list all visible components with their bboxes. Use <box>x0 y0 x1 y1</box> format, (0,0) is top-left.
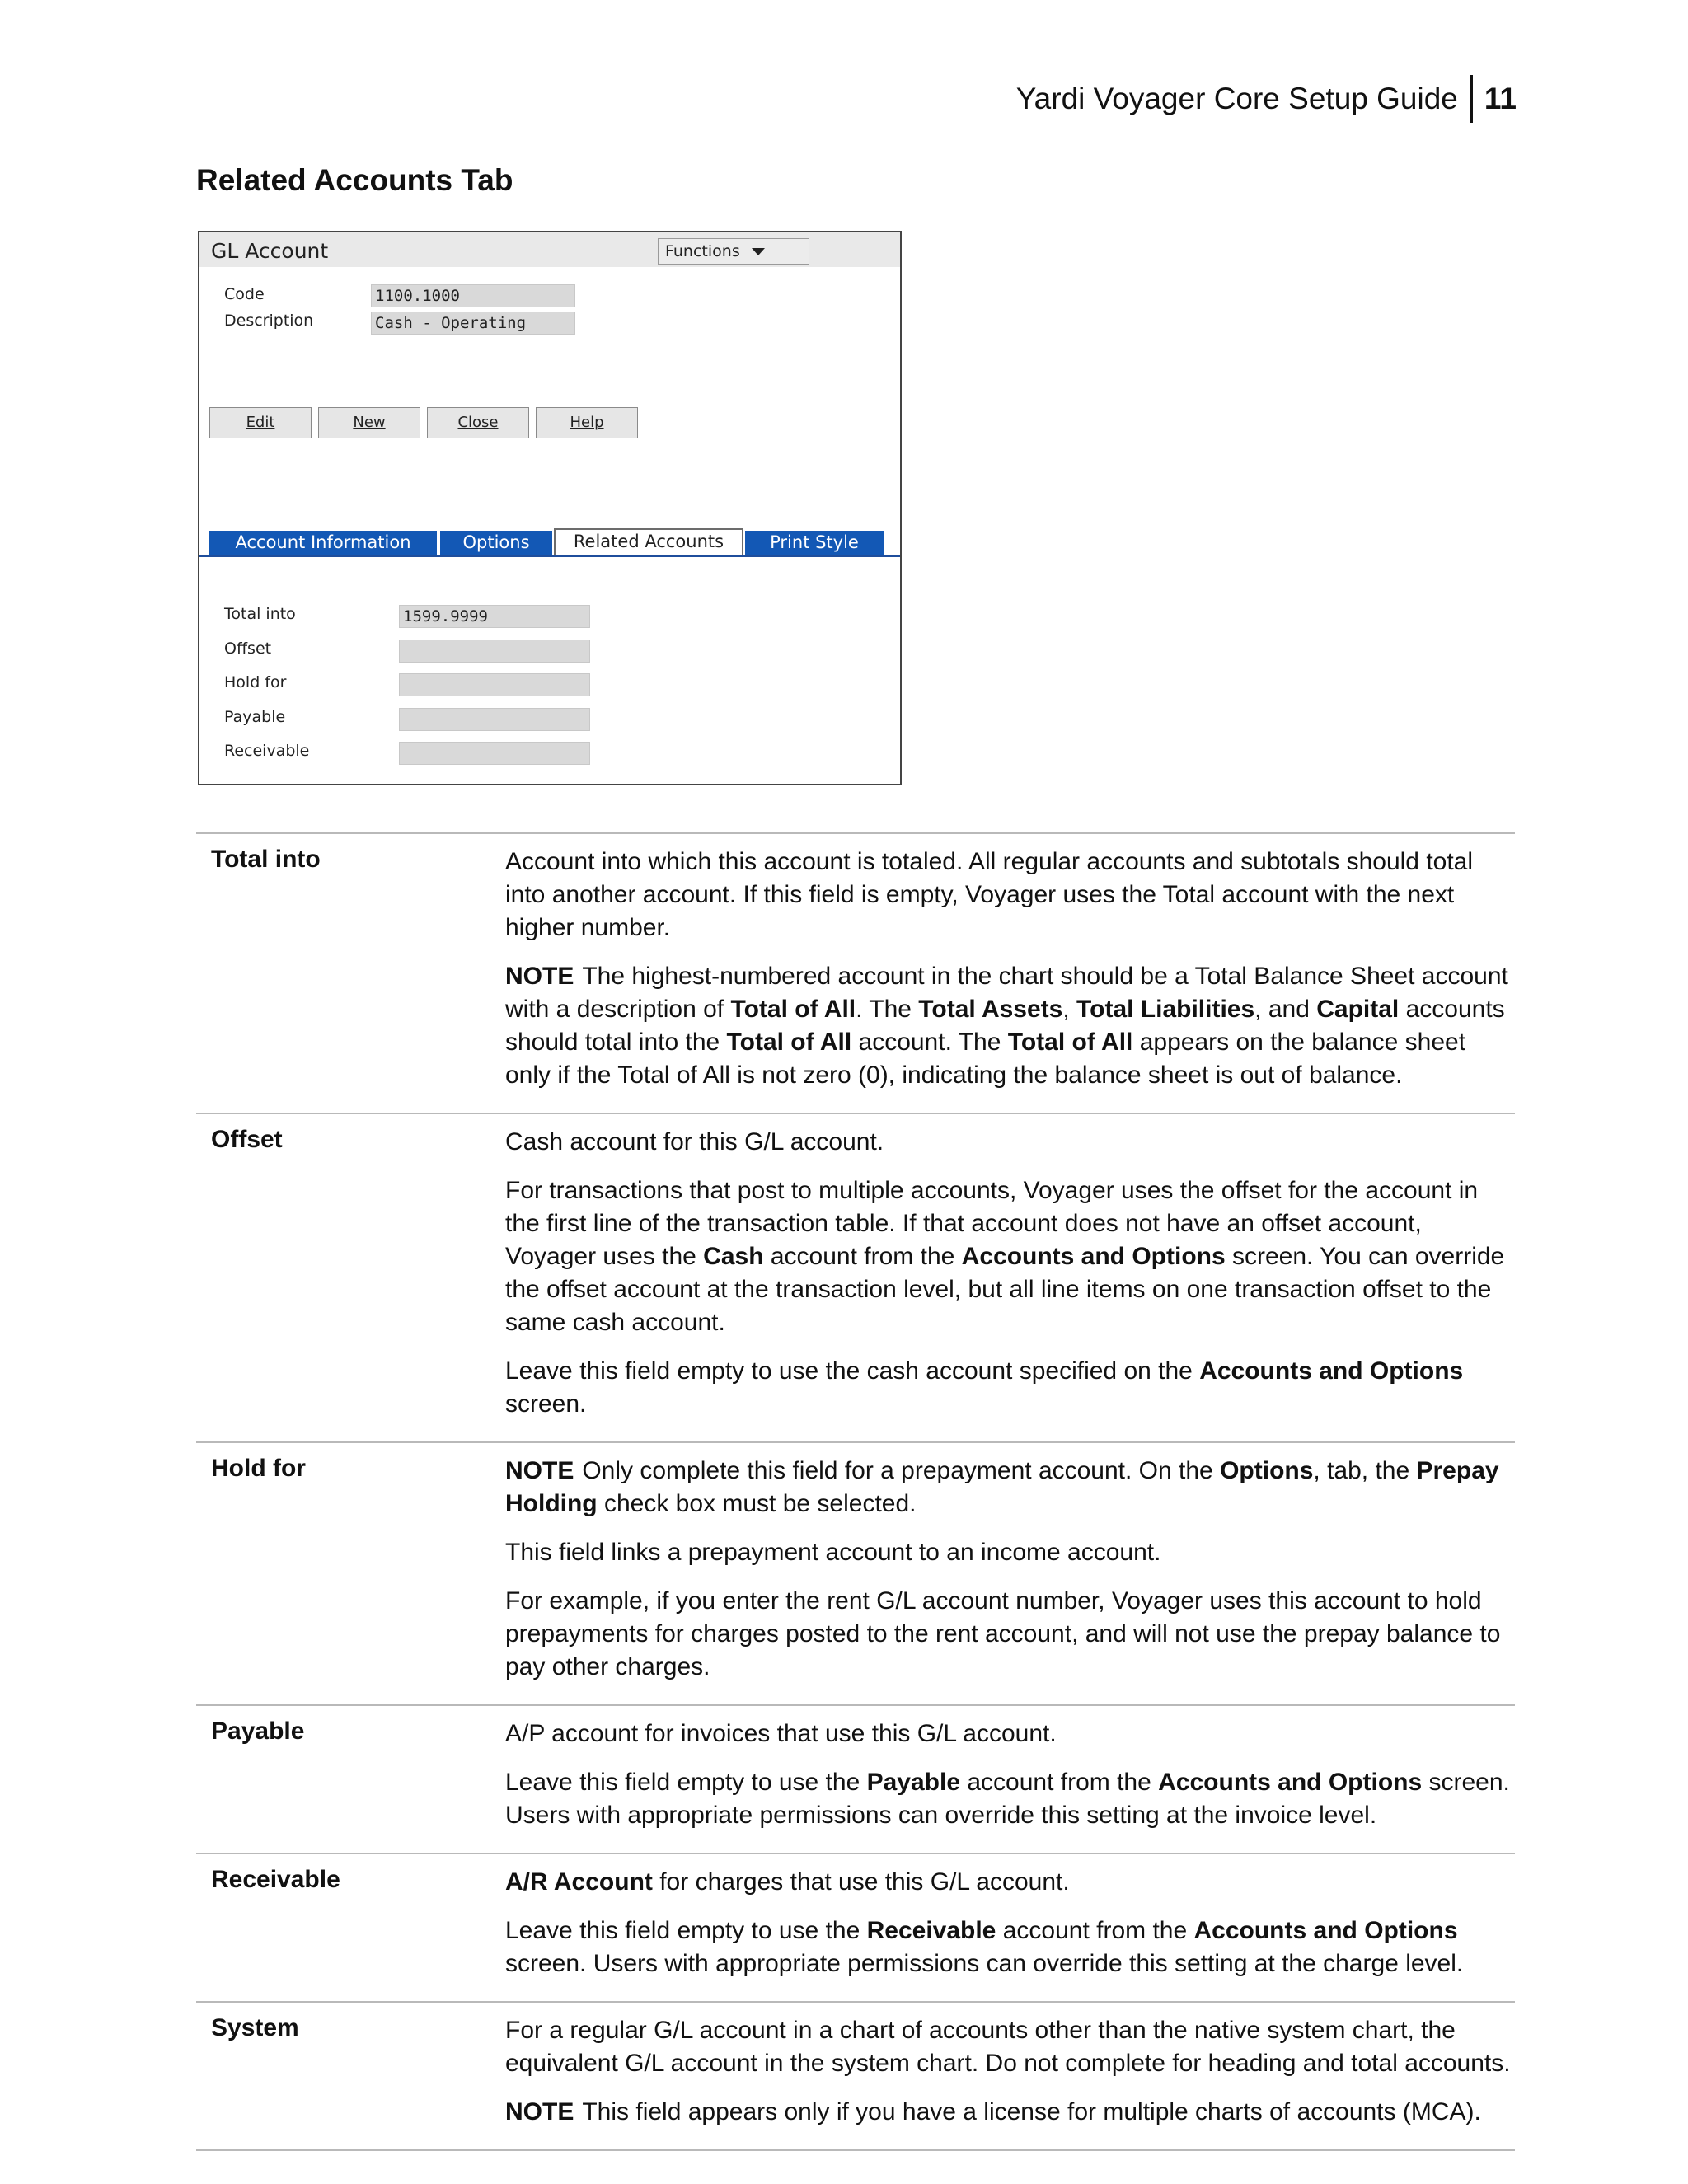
field-definitions-table <box>196 832 1515 2151</box>
field-term: Payable <box>211 1718 305 1745</box>
offset-label: Offset <box>224 640 272 658</box>
bold-term: Accounts and Options <box>1193 1917 1458 1944</box>
description-paragraph <box>505 1174 1515 1339</box>
description-paragraph <box>505 1866 1515 1899</box>
field-term: Offset <box>211 1126 283 1153</box>
text-run: For a regular G/L account in a chart of accounts other than the native system chart, the equivalent G/L account in the system chart. Do not complete for heading and total accounts. <box>505 2017 1511 2077</box>
description-paragraph <box>505 2096 1515 2129</box>
bold-term: Options <box>1220 1457 1314 1484</box>
field-description <box>505 2014 1515 2144</box>
text-run: , tab, the <box>1313 1457 1417 1484</box>
description-paragraph <box>505 1355 1515 1421</box>
description-field[interactable]: Cash - Operating <box>371 312 575 335</box>
note-label: NOTE <box>505 2098 574 2125</box>
field-term: Receivable <box>211 1866 340 1893</box>
text-run: . The <box>856 996 919 1023</box>
bold-term: Total of All <box>730 996 856 1023</box>
text-run: Only complete this field for a prepayment account. On the <box>582 1457 1221 1484</box>
table-row <box>196 832 1515 1113</box>
text-run: account. The <box>851 1029 1008 1056</box>
description-paragraph <box>505 960 1515 1092</box>
table-row <box>196 1704 1515 1853</box>
window-title-bar <box>199 232 900 267</box>
text-run: This field appears only if you have a license for multiple charts of accounts (MCA). <box>582 2098 1481 2125</box>
text-run: For example, if you enter the rent G/L account number, Voyager uses this account to hold prepayments for charges posted to the rent account, and will not use the prepay balance to pay other charges. <box>505 1587 1501 1680</box>
bold-term: Capital <box>1316 996 1400 1023</box>
text-run: check box must be selected. <box>597 1490 917 1517</box>
text-run: Leave this field empty to use the <box>505 1769 867 1796</box>
text-run: Account into which this account is totaled. All regular accounts and subtotals should total into another account. If this field is empty, Voyager uses the Total account with the next higher number. <box>505 848 1474 941</box>
payable-field[interactable] <box>399 708 590 731</box>
close-button[interactable]: Close <box>427 407 529 438</box>
functions-dropdown[interactable] <box>658 238 809 265</box>
total-into-label: Total into <box>224 605 296 623</box>
table-row <box>196 1853 1515 2001</box>
bold-term: Accounts and Options <box>1199 1357 1464 1385</box>
text-run: , <box>1062 996 1077 1023</box>
field-description <box>505 1718 1515 1848</box>
bold-term: Accounts and Options <box>1158 1769 1423 1796</box>
text-run: This field links a prepayment account to an income account. <box>505 1539 1161 1566</box>
description-paragraph <box>505 846 1515 944</box>
functions-label: Functions <box>665 242 740 260</box>
field-term: Hold for <box>211 1455 306 1482</box>
text-run: Cash account for this G/L account. <box>505 1128 884 1155</box>
receivable-field[interactable] <box>399 742 590 765</box>
page-number: 11 <box>1484 82 1517 115</box>
hold-for-field[interactable] <box>399 673 590 696</box>
text-run: account from the <box>763 1243 962 1270</box>
bold-term: Total of All <box>1007 1029 1133 1056</box>
field-description <box>505 846 1515 1108</box>
description-paragraph <box>505 1718 1515 1750</box>
note-label: NOTE <box>505 1457 574 1484</box>
text-run: screen. Users with appropriate permissions can override this setting at the invoice level. <box>505 1769 1510 1829</box>
field-description <box>505 1866 1515 1996</box>
code-label: Code <box>224 285 265 303</box>
payable-label: Payable <box>224 708 286 726</box>
text-run: screen. <box>505 1390 587 1418</box>
bold-term: Total Liabilities <box>1076 996 1255 1023</box>
receivable-label: Receivable <box>224 742 310 760</box>
text-run: account from the <box>960 1769 1159 1796</box>
bold-term: Total of All <box>726 1029 852 1056</box>
table-row <box>196 2001 1515 2151</box>
text-run: Leave this field empty to use the <box>505 1917 867 1944</box>
text-run: Leave this field empty to use the cash account specified on the <box>505 1357 1200 1385</box>
hold-for-label: Hold for <box>224 673 287 691</box>
field-description <box>505 1455 1515 1699</box>
text-run: accounts should total into the <box>505 996 1505 1056</box>
window-title: GL Account <box>211 239 329 263</box>
description-paragraph <box>505 1915 1515 1980</box>
text-run: screen. Users with appropriate permissions can override this setting at the charge level. <box>505 1950 1464 1977</box>
tab-print-style[interactable]: Print Style <box>745 531 884 555</box>
section-title: Related Accounts Tab <box>196 163 513 197</box>
description-paragraph <box>505 1585 1515 1684</box>
text-run: for charges that use this G/L account. <box>652 1868 1070 1896</box>
field-description <box>505 1126 1515 1436</box>
bold-term: Total Assets <box>918 996 1063 1023</box>
text-run: , and <box>1254 996 1317 1023</box>
bold-term: Accounts and Options <box>961 1243 1226 1270</box>
description-paragraph <box>505 1766 1515 1832</box>
text-run: screen. You can override the offset account at the transaction level, but all line items on one transaction offset to the same cash account. <box>505 1243 1505 1336</box>
table-row <box>196 1441 1515 1704</box>
tab-related-accounts[interactable]: Related Accounts <box>554 528 743 555</box>
edit-button[interactable]: Edit <box>209 407 312 438</box>
code-field[interactable]: 1100.1000 <box>371 284 575 307</box>
gl-account-screenshot <box>198 231 902 785</box>
new-button[interactable]: New <box>318 407 420 438</box>
text-run: A/P account for invoices that use this G/L account. <box>505 1720 1057 1747</box>
tab-account-information[interactable]: Account Information <box>209 531 437 555</box>
text-run: appears on the balance sheet only if the Total of All is not zero (0), indicating the balance sheet is out of balance. <box>505 1029 1466 1089</box>
description-paragraph <box>505 1126 1515 1159</box>
chevron-down-icon <box>752 248 765 255</box>
table-row <box>196 1113 1515 1441</box>
description-paragraph <box>505 2014 1515 2080</box>
bold-term: Cash <box>703 1243 764 1270</box>
field-term: System <box>211 2014 299 2041</box>
guide-title: Yardi Voyager Core Setup Guide <box>1015 82 1458 115</box>
bold-term: A/R Account <box>505 1868 653 1896</box>
field-term: Total into <box>211 846 321 873</box>
note-label: NOTE <box>505 963 574 990</box>
running-header <box>1016 74 1517 124</box>
help-button[interactable]: Help <box>536 407 638 438</box>
description-paragraph <box>505 1455 1515 1521</box>
tab-options[interactable]: Options <box>440 531 552 555</box>
text-run: The highest-numbered account in the chart should be a Total Balance Sheet account with a description of <box>505 963 1508 1023</box>
total-into-field[interactable]: 1599.9999 <box>399 605 590 628</box>
bold-term: Payable <box>866 1769 961 1796</box>
text-run: For transactions that post to multiple accounts, Voyager uses the offset for the account in the first line of the transaction table. If that account does not have an offset account, Voyager uses the <box>505 1177 1479 1270</box>
text-run: account from the <box>996 1917 1194 1944</box>
bold-term: Prepay Holding <box>505 1457 1499 1517</box>
description-label: Description <box>224 312 314 330</box>
offset-field[interactable] <box>399 640 590 663</box>
bold-term: Receivable <box>866 1917 996 1944</box>
description-paragraph <box>505 1536 1515 1569</box>
